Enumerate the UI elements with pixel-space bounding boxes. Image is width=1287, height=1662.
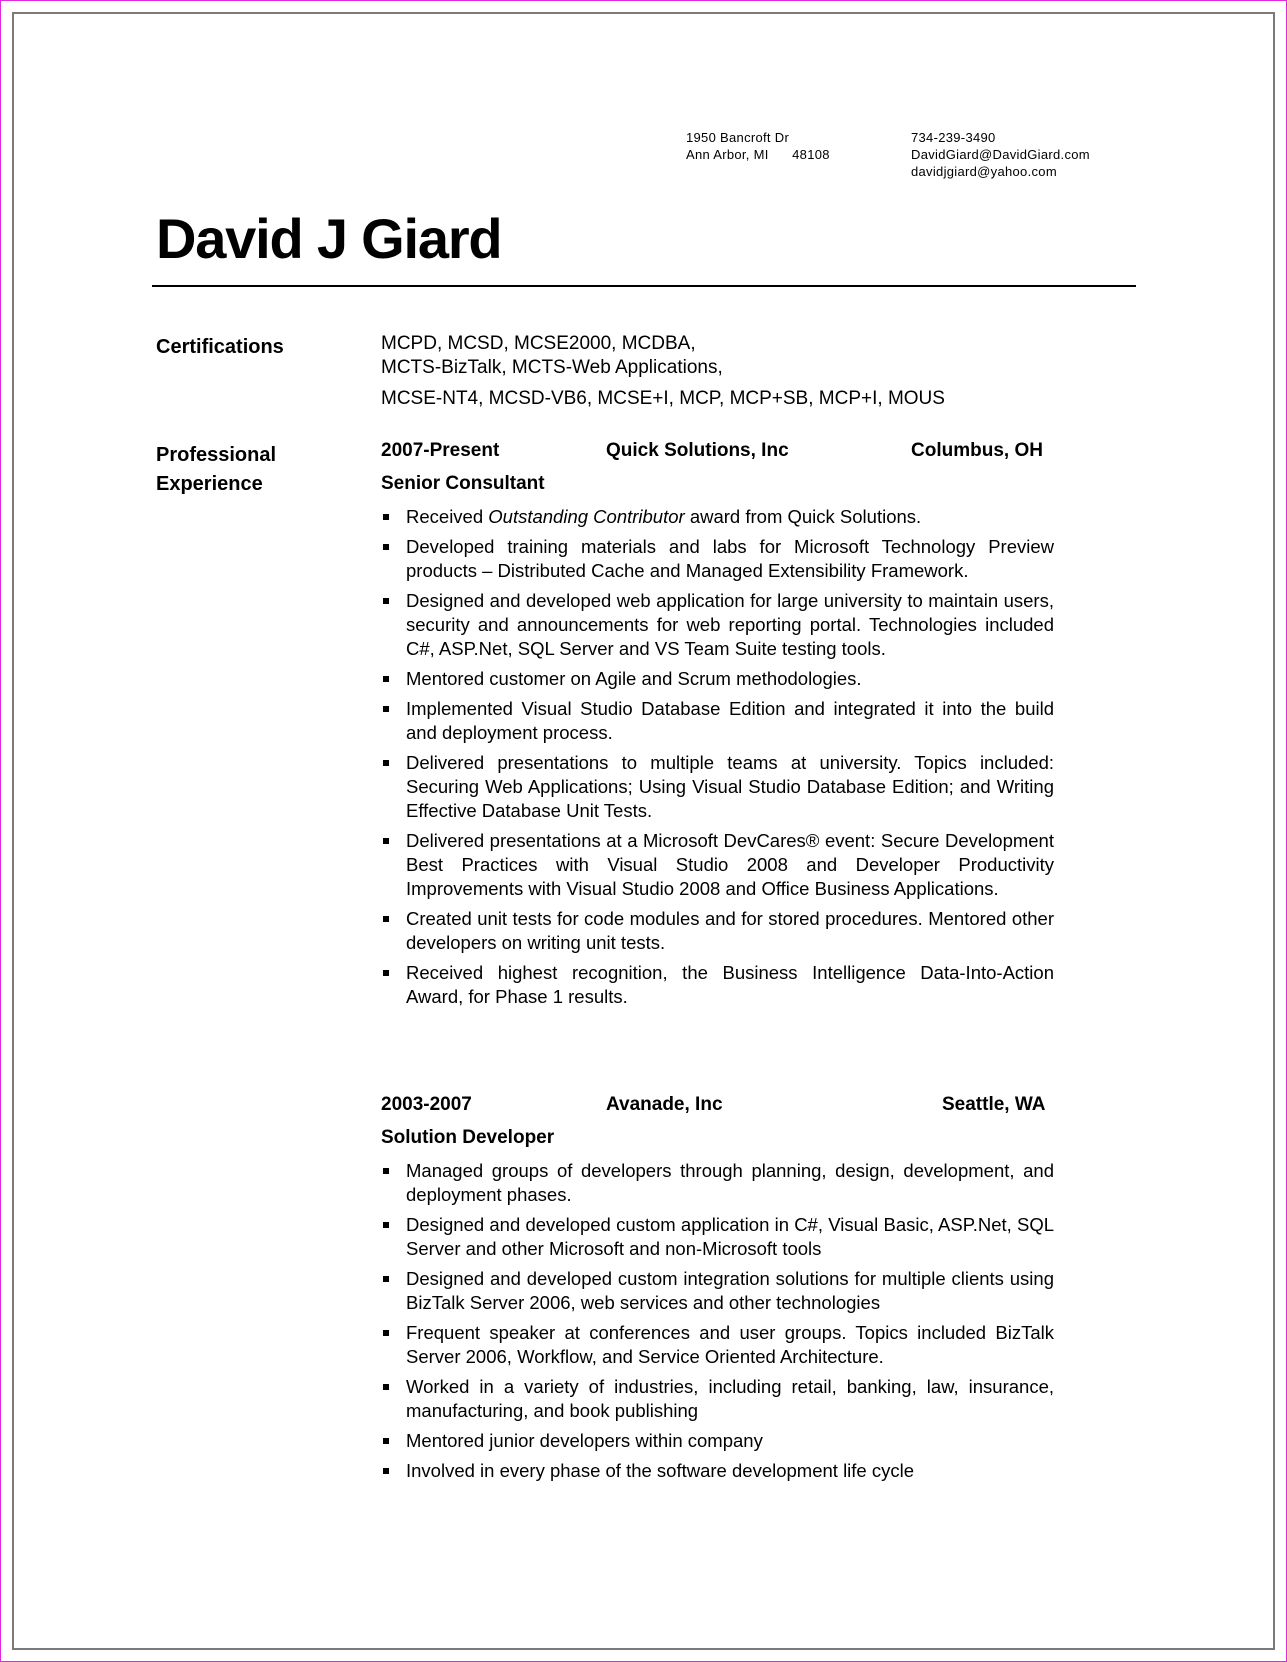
list-item: Worked in a variety of industries, including retail, banking, law, insurance, manufacturing, and book publishing xyxy=(381,1375,1054,1423)
list-item: Designed and developed custom application in C#, Visual Basic, ASP.Net, SQL Server and other Microsoft and non-Microsoft tools xyxy=(381,1213,1054,1261)
list-item: Managed groups of developers through planning, design, development, and deployment phases. xyxy=(381,1159,1054,1207)
bullet-icon xyxy=(383,970,389,976)
email-secondary: davidjgiard@yahoo.com xyxy=(911,164,1057,179)
list-item: Mentored customer on Agile and Scrum methodologies. xyxy=(381,667,1054,691)
header-divider xyxy=(152,285,1136,287)
bullet-icon xyxy=(383,916,389,922)
bullet-icon xyxy=(383,760,389,766)
bullet-icon xyxy=(383,1384,389,1390)
job-bullet-list xyxy=(381,505,1054,1015)
certifications-heading: Certifications xyxy=(156,336,284,358)
list-item: Frequent speaker at conferences and user groups. Topics included BizTalk Server 2006, Workflow, and Service Oriented Architecture. xyxy=(381,1321,1054,1369)
phone-number: 734-239-3490 xyxy=(911,130,996,145)
list-item: Delivered presentations to multiple teams at university. Topics included: Securing Web Applications; Using Visual Studio Database Edition; and Writing Effective Database Unit Tests. xyxy=(381,751,1054,823)
email-primary: DavidGiard@DavidGiard.com xyxy=(911,147,1090,162)
address-line-1: 1950 Bancroft Dr xyxy=(686,130,790,145)
list-item: Delivered presentations at a Microsoft DevCares® event: Secure Development Best Practices with Visual Studio 2008 and Developer Productivity Improvements with Visual Studio 2008 and Office Business Applications. xyxy=(381,829,1054,901)
job-title: Senior Consultant xyxy=(381,473,545,494)
list-item: Involved in every phase of the software development life cycle xyxy=(381,1459,1054,1483)
bullet-icon xyxy=(383,514,389,520)
bullet-icon xyxy=(383,1222,389,1228)
experience-heading-line-1: Professional xyxy=(156,444,277,466)
job-location: Seattle, WA xyxy=(942,1094,1046,1115)
experience-heading xyxy=(156,441,276,499)
award-name: Outstanding Contributor xyxy=(488,506,685,527)
bullet-icon xyxy=(383,838,389,844)
bullet-icon xyxy=(383,1438,389,1444)
job-dates: 2007-Present xyxy=(381,440,500,461)
job-company: Quick Solutions, Inc xyxy=(606,440,789,461)
bullet-icon xyxy=(383,544,389,550)
address-block xyxy=(686,129,830,163)
bullet-icon xyxy=(383,1468,389,1474)
bullet-icon xyxy=(383,1330,389,1336)
list-item: Created unit tests for code modules and for stored procedures. Mentored other developers on writing unit tests. xyxy=(381,907,1054,955)
cert-line: MCSE-NT4, MCSD-VB6, MCSE+I, MCP, MCP+SB, MCP+I, MOUS xyxy=(381,388,945,409)
bullet-icon xyxy=(383,1168,389,1174)
list-item: Designed and developed custom integration solutions for multiple clients using BizTalk Server 2006, web services and other technologies xyxy=(381,1267,1054,1315)
bullet-icon xyxy=(383,598,389,604)
address-line-2: Ann Arbor, MI 48108 xyxy=(686,147,830,162)
job-dates: 2003-2007 xyxy=(381,1094,472,1115)
list-item: Implemented Visual Studio Database Edition and integrated it into the build and deployment process. xyxy=(381,697,1054,745)
job-bullet-list xyxy=(381,1159,1054,1489)
list-item: Received highest recognition, the Business Intelligence Data-Into-Action Award, for Phase 1 results. xyxy=(381,961,1054,1009)
job-location: Columbus, OH xyxy=(911,440,1043,461)
cert-line: MCPD, MCSD, MCSE2000, MCDBA, xyxy=(381,333,696,354)
bullet-icon xyxy=(383,676,389,682)
list-item: Mentored junior developers within company xyxy=(381,1429,1054,1453)
job-company: Avanade, Inc xyxy=(606,1094,723,1115)
bullet-icon xyxy=(383,706,389,712)
certifications-list xyxy=(381,332,945,411)
job-title: Solution Developer xyxy=(381,1127,555,1148)
cert-line: MCTS-BizTalk, MCTS-Web Applications, xyxy=(381,357,723,378)
bullet-icon xyxy=(383,1276,389,1282)
list-item: Developed training materials and labs for Microsoft Technology Preview products – Distributed Cache and Managed Extensibility Framework. xyxy=(381,535,1054,583)
list-item: Designed and developed web application for large university to maintain users, security and announcements for web reporting portal. Technologies included C#, ASP.Net, SQL Server and VS Team Suite testing tools. xyxy=(381,589,1054,661)
experience-heading-line-2: Experience xyxy=(156,473,263,495)
candidate-name: David J Giard xyxy=(156,207,502,270)
list-item: Received Outstanding Contributor award from Quick Solutions. xyxy=(381,505,1054,529)
contact-details xyxy=(911,129,1090,180)
